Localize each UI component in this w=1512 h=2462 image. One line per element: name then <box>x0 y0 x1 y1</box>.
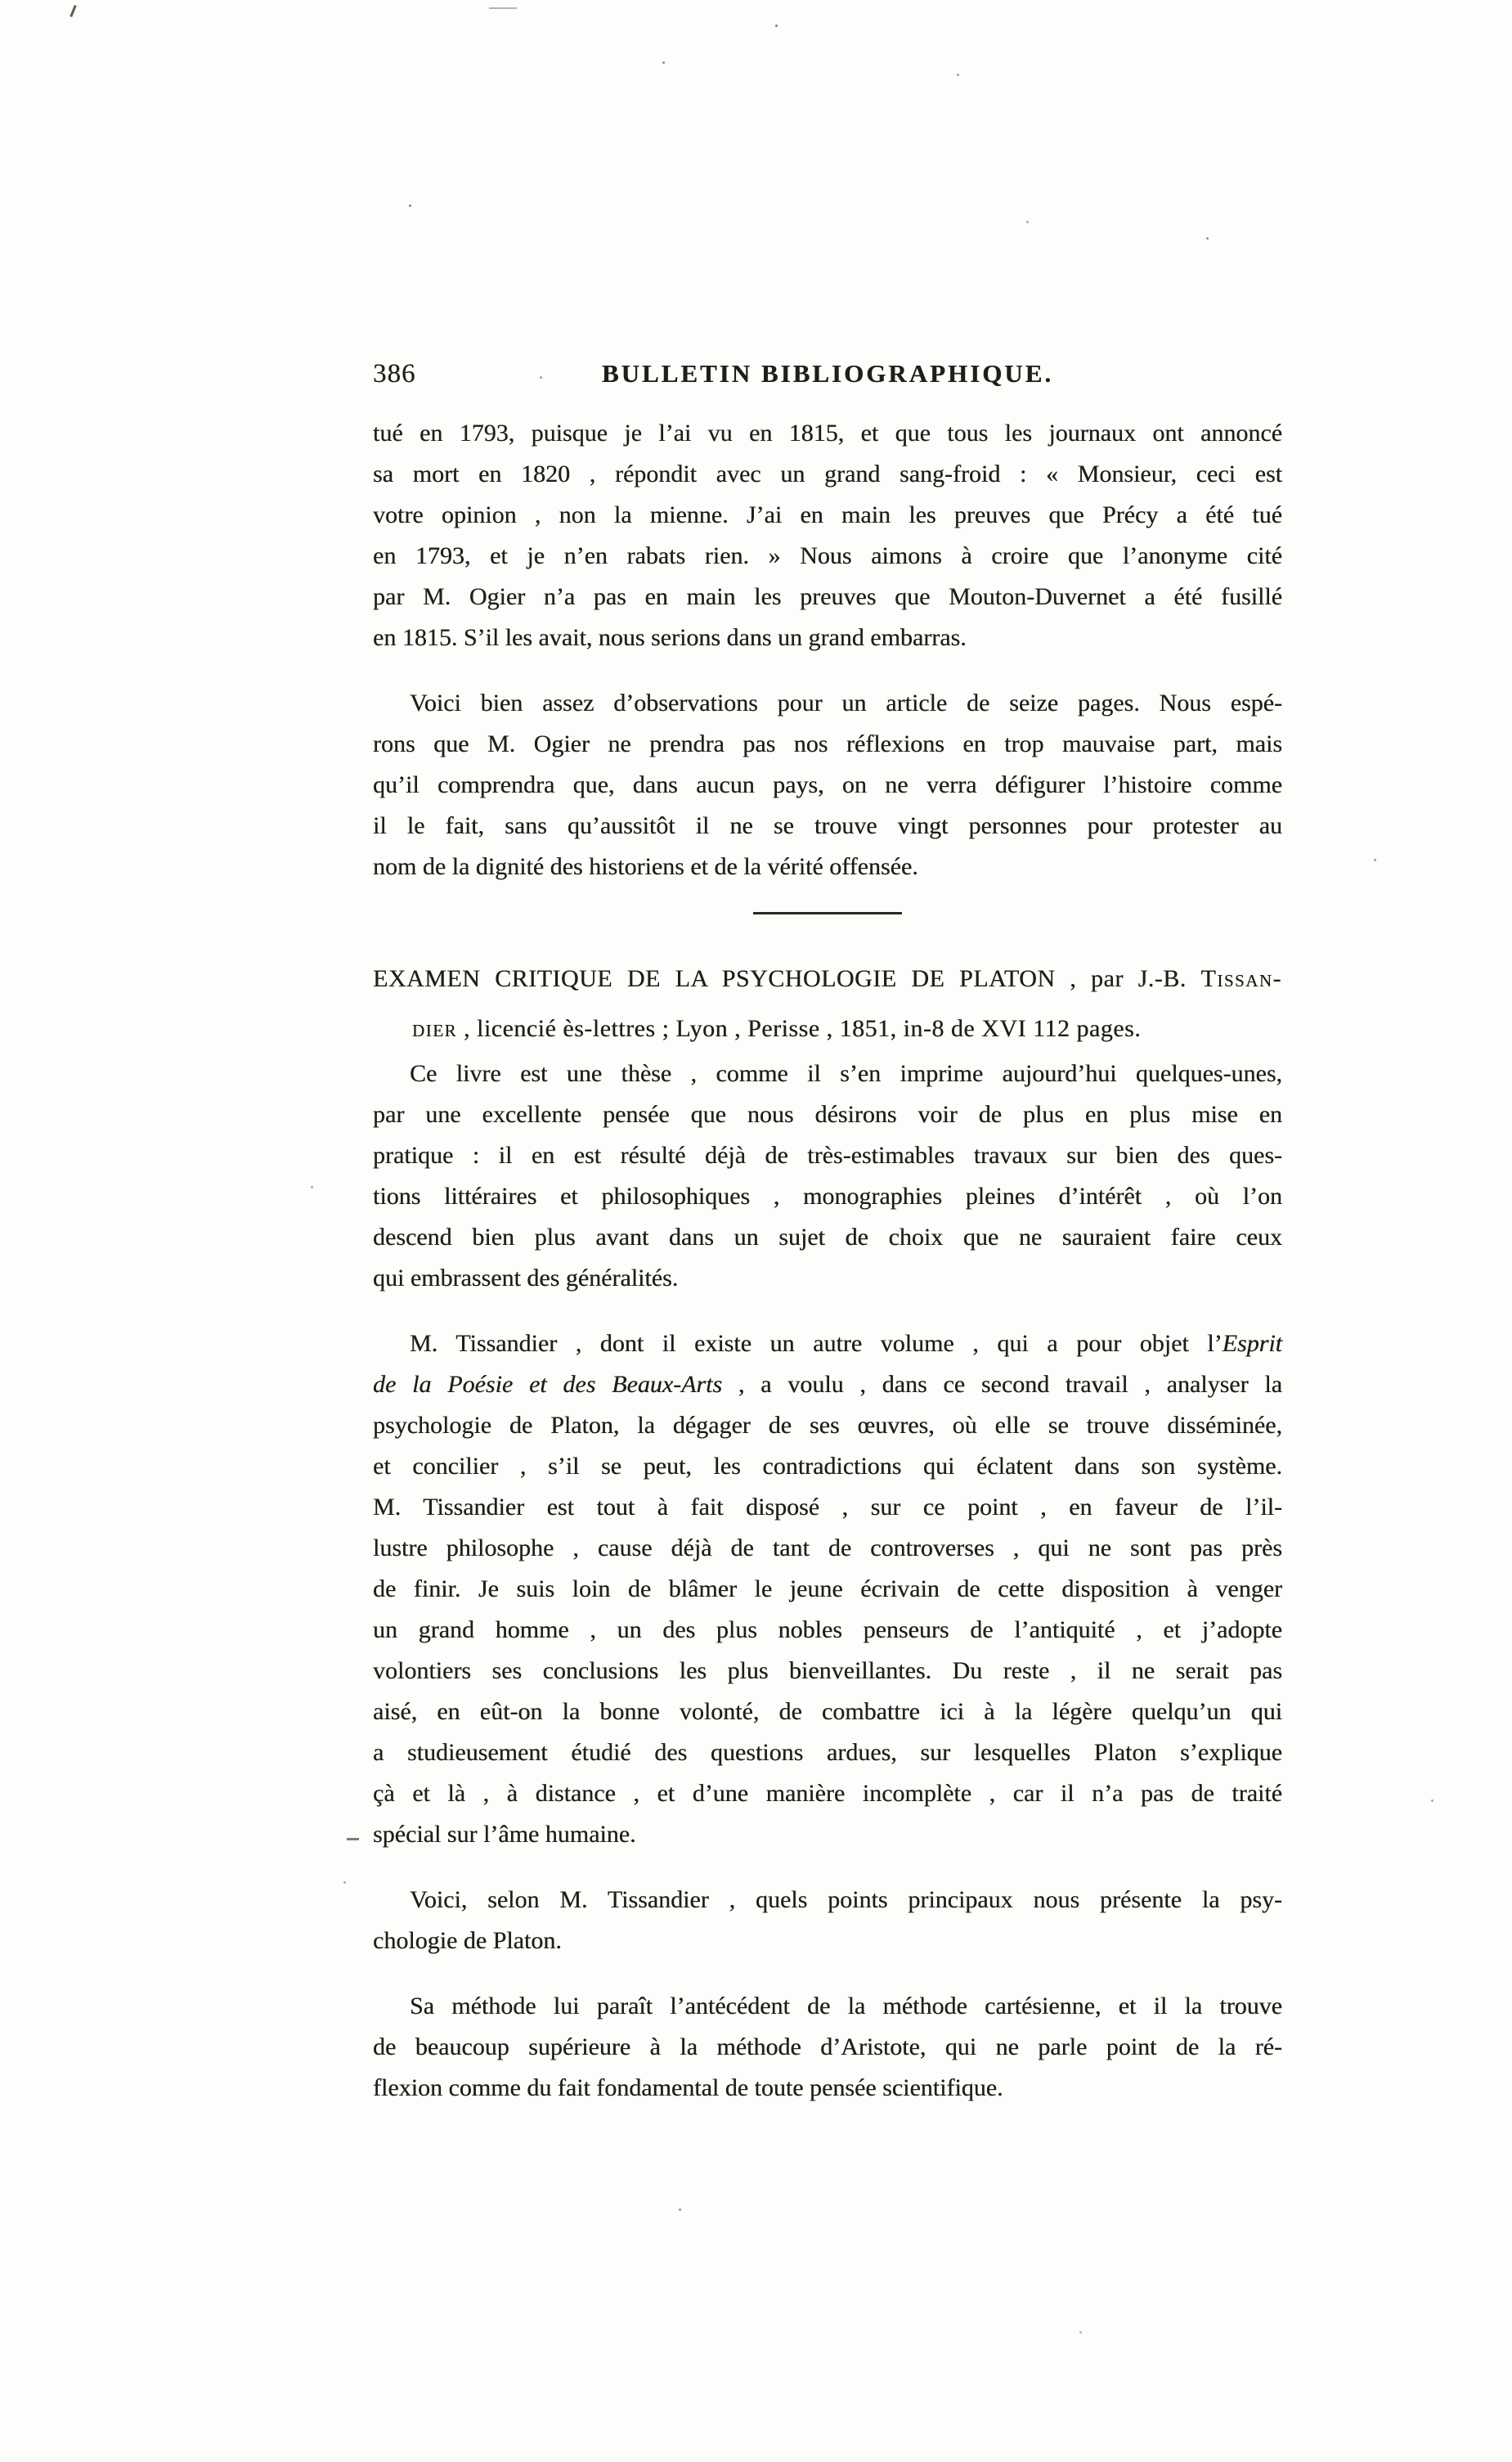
text-line: qu’il comprendra que, dans aucun pays, on ne verra défigurer l’histoire comme <box>373 771 1282 798</box>
section-divider <box>753 912 902 914</box>
text-line <box>373 1323 1282 1364</box>
text-line: a studieusement étudié des questions ardues, sur lesquelles Platon s’explique <box>373 1739 1282 1766</box>
heading-text: , licencié ès-lettres ; Lyon , Perisse , 1851, in-8 de XVI 112 pages. <box>457 1015 1142 1042</box>
author-smallcaps: Tissan- <box>1200 965 1282 992</box>
text-line: par une excellente pensée que nous désirons voir de plus en plus mise en <box>373 1101 1282 1128</box>
text-line <box>373 1364 1282 1405</box>
italic-book-title: Esprit <box>1222 1330 1282 1357</box>
text-line: de finir. Je suis loin de blâmer le jeune écrivain de cette disposition à venger <box>373 1575 1282 1602</box>
text-line: qui embrassent des généralités. <box>373 1265 679 1292</box>
text-line: un grand homme , un des plus nobles penseurs de l’antiquité , et j’adopte <box>373 1616 1282 1643</box>
italic-book-title: de la Poésie et des Beaux-Arts <box>373 1371 723 1398</box>
text-line: pratique : il en est résulté déjà de très-estimables travaux sur bien des ques- <box>373 1142 1282 1169</box>
text-run: M. Tissandier , dont il existe un autre volume , qui a pour objet l’ <box>410 1330 1223 1357</box>
text-line: il le fait, sans qu’aussitôt il ne se trouve vingt personnes pour protester au <box>373 812 1282 839</box>
scan-noise <box>409 204 411 207</box>
review-heading <box>373 954 1282 1054</box>
heading-line <box>373 1004 1282 1054</box>
text-line: de beaucoup supérieure à la méthode d’Aristote, qui ne parle point de la ré- <box>373 2033 1282 2060</box>
scan-artifact <box>70 5 76 17</box>
text-line: votre opinion , non la mienne. J’ai en main les preuves que Précy a été tué <box>373 501 1282 528</box>
text-line: spécial sur l’âme humaine. <box>373 1821 636 1848</box>
scan-artifact <box>347 1838 359 1840</box>
text-line: tions littéraires et philosophiques , monographies pleines d’intérêt , où l’on <box>373 1183 1282 1210</box>
text-line: chologie de Platon. <box>373 1927 562 1954</box>
text-line: tué en 1793, puisque je l’ai vu en 1815, et que tous les journaux ont annoncé <box>373 420 1282 447</box>
text-line: nom de la dignité des historiens et de la vérité offensée. <box>373 853 918 880</box>
text-line: psychologie de Platon, la dégager de ses œuvres, où elle se trouve disséminée, <box>373 1412 1282 1439</box>
text-line: en 1815. S’il les avait, nous serions dans un grand embarras. <box>373 624 967 651</box>
text-block <box>373 357 1282 2133</box>
text-line: en 1793, et je n’en rabats rien. » Nous aimons à croire que l’anonyme cité <box>373 542 1282 569</box>
text-line: par M. Ogier n’a pas en main les preuves que Mouton-Duvernet a été fusillé <box>373 583 1282 610</box>
page-header <box>373 357 1282 390</box>
text-line: et concilier , s’il se peut, les contradictions qui éclatent dans son système. <box>373 1453 1282 1480</box>
text-line: rons que M. Ogier ne prendra pas nos réflexions en trop mauvaise part, mais <box>373 730 1282 757</box>
scan-artifact <box>489 7 517 9</box>
text-line: Voici, selon M. Tissandier , quels points principaux nous présente la psy- <box>410 1886 1282 1913</box>
text-line: volontiers ses conclusions les plus bienveillantes. Du reste , il ne serait pas <box>373 1657 1282 1684</box>
text-line: çà et là , à distance , et d’une manière incomplète , car il n’a pas de traité <box>373 1780 1282 1807</box>
text-line: descend bien plus avant dans un sujet de choix que ne sauraient faire ceux <box>373 1224 1282 1251</box>
text-line: Sa méthode lui paraît l’antécédent de la méthode cartésienne, et il la trouve <box>410 1993 1282 2019</box>
text-line: flexion comme du fait fondamental de toute pensée scientifique. <box>373 2074 1003 2101</box>
text-line: Voici bien assez d’observations pour un article de seize pages. Nous espé- <box>410 690 1282 717</box>
text-line: Ce livre est une thèse , comme il s’en imprime aujourd’hui quelques-unes, <box>410 1060 1282 1087</box>
running-title: BULLETIN BIBLIOGRAPHIQUE. <box>601 359 1054 388</box>
text-line: aisé, en eût-on la bonne volonté, de combattre ici à la légère quelqu’un qui <box>373 1698 1282 1725</box>
heading-line <box>373 954 1282 1004</box>
text-run: , a voulu , dans ce second travail , analyser la <box>722 1371 1282 1398</box>
text-line: M. Tissandier est tout à fait disposé , sur ce point , en faveur de l’il- <box>373 1494 1282 1521</box>
text-line: sa mort en 1820 , répondit avec un grand sang-froid : « Monsieur, ceci est <box>373 461 1282 487</box>
author-smallcaps: dier <box>412 1015 457 1042</box>
page-number: 386 <box>373 359 416 389</box>
text-line: lustre philosophe , cause déjà de tant de controverses , qui ne sont pas près <box>373 1534 1282 1561</box>
heading-text: EXAMEN CRITIQUE DE LA PSYCHOLOGIE DE PLATON , par J.-B. <box>373 965 1201 992</box>
